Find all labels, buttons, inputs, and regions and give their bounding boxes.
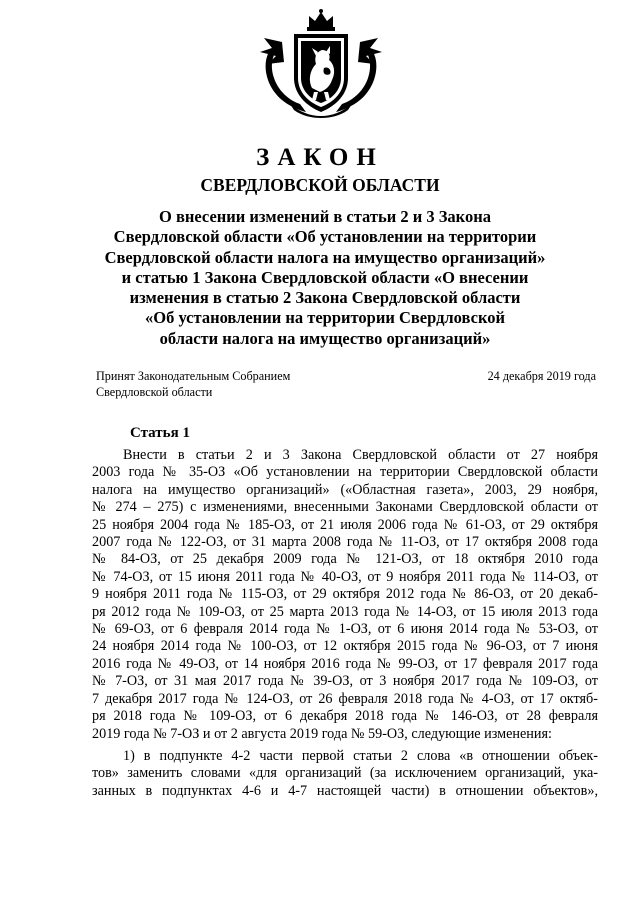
paragraph-line: 7 декабря 2017 года № 124-ОЗ, от 26 февраля 2018 года № 4-ОЗ, от 17 октяб- [92, 690, 598, 707]
paragraph-line: 2019 года № 7-ОЗ и от 2 августа 2019 года № 59-ОЗ, следующие изменения: [92, 725, 552, 742]
paragraph-line: 24 ноября 2014 года № 100-ОЗ, от 12 октября 2015 года № 96-ОЗ, от 7 июня [92, 638, 598, 655]
paragraph-line: 1) в подпункте 4-2 части первой статьи 2 слова «в отношении объек- [123, 747, 598, 764]
paragraph-line: 9 ноября 2011 года № 115-ОЗ, от 29 октября 2012 года № 86-ОЗ, от 20 декаб- [92, 586, 598, 603]
paragraph-line: 25 ноября 2004 года № 185-ОЗ, от 21 июля 2006 года № 61-ОЗ, от 29 октября [92, 516, 598, 533]
paragraph-line: налога на имущество организаций» («Областная газета», 2003, 29 ноября, [92, 481, 598, 498]
law-name-line: области налога на имущество организаций» [159, 328, 491, 348]
law-name-line: и статью 1 Закона Свердловской области «О внесении [121, 267, 529, 287]
paragraph-line: № 274 – 275) с изменениями, внесенными Законами Свердловской области от [92, 499, 598, 516]
law-name-line: О внесении изменений в статьи 2 и 3 Закона [159, 207, 491, 226]
document-region: СВЕРДЛОВСКОЙ ОБЛАСТИ [200, 175, 440, 195]
paragraph-line: № 69-ОЗ, от 6 февраля 2014 года № 1-ОЗ, от 6 июня 2014 года № 53-ОЗ, от [92, 621, 598, 638]
law-name [90, 207, 560, 349]
adoption-date: 24 декабря 2019 года [487, 369, 596, 383]
coat-of-arms-emblem [254, 8, 388, 118]
adopted-by-line: Принят Законодательным Собранием [96, 369, 291, 383]
paragraph-line: тов» заменить словами «для организаций (за исключением организаций, ука- [92, 765, 598, 782]
paragraph-line: Внести в статьи 2 и 3 Закона Свердловской области от 27 ноября [123, 447, 598, 463]
paragraph-line: занных в подпунктах 4-6 и 4-7 настоящей части) в отношении объектов», [92, 782, 598, 799]
paragraph-line: 2003 года № 35-ОЗ «Об установлении на территории Свердловской области [92, 464, 598, 481]
law-name-line: Свердловской области «Об установлении на территории [113, 227, 537, 247]
adopted-by [96, 369, 336, 400]
paragraph-line: № 74-ОЗ, от 15 июня 2011 года № 40-ОЗ, от 9 ноября 2011 года № 114-ОЗ, от [92, 568, 598, 585]
law-name-line: изменения в статью 2 Закона Свердловской области [129, 288, 521, 308]
document-title: ЗАКОН [256, 144, 384, 171]
law-name-line: «Об установлении на территории Свердловской [144, 308, 505, 328]
paragraph-line: 2007 года № 122-ОЗ, от 31 марта 2008 года № 11-ОЗ, от 17 октября 2008 года [92, 534, 598, 551]
paragraph-line: 2016 года № 49-ОЗ, от 14 ноября 2016 года № 99-ОЗ, от 17 февраля 2017 года [92, 655, 598, 672]
article-body [92, 447, 598, 800]
paragraph-line: № 84-ОЗ, от 25 декабря 2009 года № 121-ОЗ, от 18 октября 2010 года [92, 551, 598, 568]
paragraph-line: ря 2012 года № 109-ОЗ, от 25 марта 2013 года № 14-ОЗ, от 15 июля 2013 года [92, 603, 598, 620]
law-name-line: Свердловской области налога на имущество организаций» [104, 247, 546, 267]
paragraph-line: № 7-ОЗ, от 31 мая 2017 года № 39-ОЗ, от 3 ноября 2017 года № 109-ОЗ, от [92, 673, 598, 690]
adopted-by-line: Свердловской области [96, 384, 213, 399]
coat-of-arms-icon [254, 8, 388, 118]
article-heading: Статья 1 [130, 425, 190, 441]
paragraph-line: ря 2018 года № 109-ОЗ, от 6 декабря 2018 года № 146-ОЗ, от 28 февраля [92, 708, 598, 725]
